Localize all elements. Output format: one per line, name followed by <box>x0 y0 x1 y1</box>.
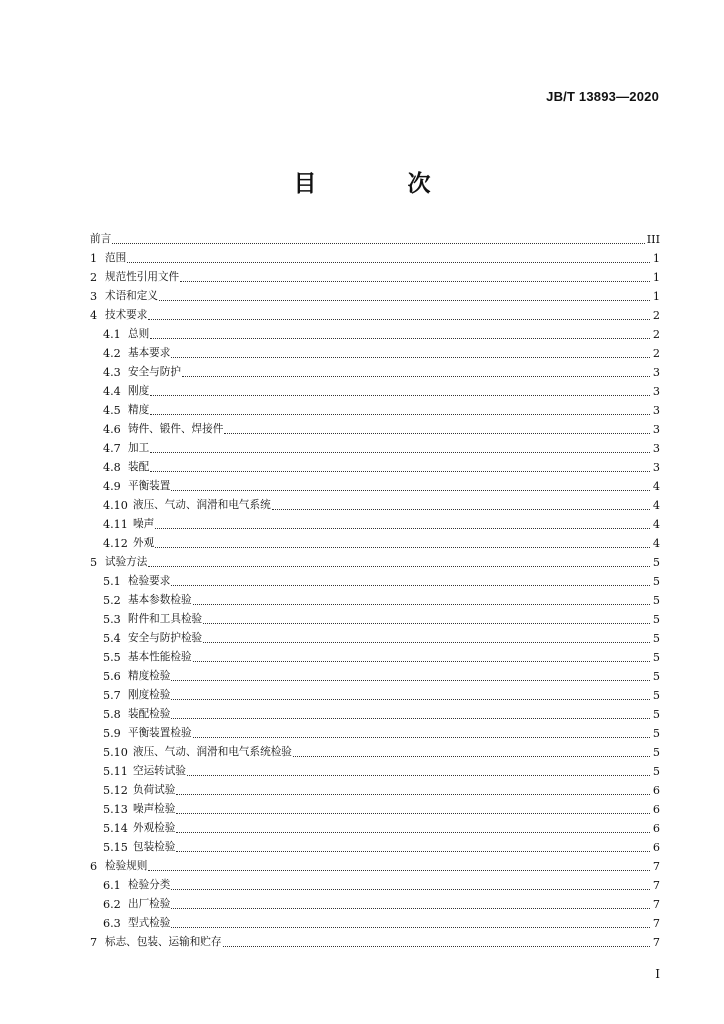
dot-leader <box>171 679 650 681</box>
dot-leader <box>171 489 650 491</box>
dot-leader <box>176 812 650 814</box>
toc-entry[interactable] <box>90 702 660 721</box>
toc-entry-page: 7 <box>652 879 660 892</box>
toc-entry-page: 1 <box>652 290 660 303</box>
dot-leader <box>150 413 650 415</box>
toc-entry-number: 5.12 <box>103 784 128 797</box>
toc-entry[interactable] <box>90 873 660 892</box>
toc-entry-number: 6.1 <box>103 879 121 892</box>
toc-entry-page: 7 <box>652 898 660 911</box>
toc-entry-label: 精度检验 <box>128 670 171 682</box>
toc-entry-label: 外观 <box>133 537 155 549</box>
toc-entry-label: 刚度 <box>128 385 150 397</box>
dot-leader <box>112 242 645 244</box>
toc-entry-number: 4.11 <box>103 518 128 531</box>
toc-entry-page: 5 <box>652 575 660 588</box>
toc-entry-number: 5.7 <box>103 689 121 702</box>
toc-entry-number: 6 <box>90 860 98 873</box>
toc-entry[interactable] <box>90 588 660 607</box>
toc-entry-label: 液压、气动、润滑和电气系统 <box>133 499 271 511</box>
toc-entry-label: 包装检验 <box>133 841 176 853</box>
toc-entry-number: 5 <box>90 556 98 569</box>
toc-entry-label: 噪声 <box>133 518 155 530</box>
toc-entry-page: 5 <box>652 556 660 569</box>
toc-entry-page: 5 <box>652 651 660 664</box>
toc-entry[interactable] <box>90 227 660 246</box>
toc-entry-label: 平衡装置 <box>128 480 171 492</box>
toc-entry-page: 3 <box>652 442 660 455</box>
toc-entry[interactable] <box>90 816 660 835</box>
dot-leader <box>203 641 650 643</box>
toc-entry-number: 6.2 <box>103 898 121 911</box>
toc-entry[interactable] <box>90 740 660 759</box>
toc-entry-label: 液压、气动、润滑和电气系统检验 <box>133 746 292 758</box>
page-number: I <box>655 967 660 981</box>
toc-entry-label: 安全与防护 <box>128 366 181 378</box>
toc-entry-page: 3 <box>652 404 660 417</box>
toc-entry[interactable] <box>90 892 660 911</box>
toc-entry-number: 4.10 <box>103 499 128 512</box>
dot-leader <box>193 660 650 662</box>
toc-entry-number: 5.2 <box>103 594 121 607</box>
toc-entry-label: 试验方法 <box>105 556 148 568</box>
toc-entry[interactable] <box>90 721 660 740</box>
dot-leader <box>148 869 650 871</box>
dot-leader <box>187 774 650 776</box>
dot-leader <box>150 394 650 396</box>
toc-entry-number: 5.9 <box>103 727 121 740</box>
toc-entry-number: 4.1 <box>103 328 121 341</box>
dot-leader <box>176 831 650 833</box>
dot-leader <box>155 546 650 548</box>
toc-entry[interactable] <box>90 246 660 265</box>
dot-leader <box>193 603 650 605</box>
dot-leader <box>171 907 650 909</box>
toc-entry-page: 2 <box>652 328 660 341</box>
toc-entry-label: 空运转试验 <box>133 765 186 777</box>
toc-entry-page: 2 <box>652 309 660 322</box>
toc-entry-label: 范围 <box>105 252 127 264</box>
dot-leader <box>171 356 650 358</box>
toc-entry[interactable] <box>90 436 660 455</box>
toc-entry-label: 装配检验 <box>128 708 171 720</box>
toc-entry-label: 基本要求 <box>128 347 171 359</box>
toc-entry-page: 4 <box>652 537 660 550</box>
toc-entry-label: 外观检验 <box>133 822 176 834</box>
toc-entry-label: 装配 <box>128 461 150 473</box>
toc-entry-label: 出厂检验 <box>128 898 171 910</box>
toc-entry-label: 技术要求 <box>105 309 148 321</box>
toc-entry-page: 2 <box>652 347 660 360</box>
toc-entry[interactable] <box>90 455 660 474</box>
dot-leader <box>171 926 650 928</box>
dot-leader <box>224 432 650 434</box>
toc-entry-number: 2 <box>90 271 98 284</box>
toc-entry-page: III <box>646 233 660 246</box>
toc-entry-number: 4.9 <box>103 480 121 493</box>
dot-leader <box>155 527 650 529</box>
toc-entry-label: 前言 <box>90 233 112 245</box>
toc-entry[interactable] <box>90 778 660 797</box>
toc-entry-page: 5 <box>652 727 660 740</box>
toc-entry-label: 检验分类 <box>128 879 171 891</box>
toc-entry-label: 型式检验 <box>128 917 171 929</box>
dot-leader <box>159 299 650 301</box>
toc-entry-number: 4 <box>90 309 98 322</box>
toc-entry-label: 基本性能检验 <box>128 651 192 663</box>
toc-entry-number: 5.1 <box>103 575 121 588</box>
toc-entry-number: 5.11 <box>103 765 128 778</box>
toc-entry-page: 7 <box>652 936 660 949</box>
toc-entry[interactable] <box>90 398 660 417</box>
toc-entry-label: 术语和定义 <box>105 290 158 302</box>
toc-entry-number: 4.3 <box>103 366 121 379</box>
toc-entry-page: 5 <box>652 689 660 702</box>
toc-entry[interactable] <box>90 569 660 588</box>
toc-entry[interactable] <box>90 626 660 645</box>
toc-entry-number: 5.14 <box>103 822 128 835</box>
toc-entry-number: 5.6 <box>103 670 121 683</box>
toc-entry[interactable] <box>90 417 660 436</box>
dot-leader <box>176 850 650 852</box>
toc-entry-page: 4 <box>652 480 660 493</box>
toc-entry-number: 7 <box>90 936 98 949</box>
toc-entry-page: 7 <box>652 860 660 873</box>
toc-entry-number: 5.13 <box>103 803 128 816</box>
toc-entry-page: 5 <box>652 765 660 778</box>
dot-leader <box>223 945 650 947</box>
toc-entry[interactable] <box>90 360 660 379</box>
toc-entry-label: 基本参数检验 <box>128 594 192 606</box>
toc-entry[interactable] <box>90 835 660 854</box>
dot-leader <box>193 736 650 738</box>
toc-entry-number: 5.4 <box>103 632 121 645</box>
toc-entry-number: 5.8 <box>103 708 121 721</box>
toc-entry[interactable] <box>90 474 660 493</box>
toc-entry-page: 5 <box>652 670 660 683</box>
dot-leader <box>150 470 650 472</box>
toc-entry-page: 3 <box>652 461 660 474</box>
toc-entry-label: 检验规则 <box>105 860 148 872</box>
toc-entry-page: 5 <box>652 613 660 626</box>
toc-entry-label: 总则 <box>128 328 150 340</box>
toc-entry[interactable] <box>90 645 660 664</box>
toc-entry-page: 3 <box>652 385 660 398</box>
toc-entry[interactable] <box>90 303 660 322</box>
toc-entry-number: 4.8 <box>103 461 121 474</box>
toc-entry-number: 4.4 <box>103 385 121 398</box>
toc-entry[interactable] <box>90 512 660 531</box>
toc-entry-page: 5 <box>652 708 660 721</box>
toc-entry[interactable] <box>90 322 660 341</box>
dot-leader <box>171 698 650 700</box>
toc-entry-number: 6.3 <box>103 917 121 930</box>
toc-entry-label: 加工 <box>128 442 150 454</box>
toc-entry-number: 5.10 <box>103 746 128 759</box>
dot-leader <box>176 793 650 795</box>
toc-entry-number: 4.7 <box>103 442 121 455</box>
toc-entry-page: 6 <box>652 803 660 816</box>
toc-entry-label: 刚度检验 <box>128 689 171 701</box>
dot-leader <box>127 261 650 263</box>
toc-entry[interactable] <box>90 854 660 873</box>
toc-entry[interactable] <box>90 550 660 569</box>
standard-code: JB/T 13893—2020 <box>546 89 659 104</box>
toc-entry-page: 5 <box>652 746 660 759</box>
toc-entry-number: 4.2 <box>103 347 121 360</box>
toc-entry-page: 1 <box>652 271 660 284</box>
toc-entry-label: 噪声检验 <box>133 803 176 815</box>
toc-entry-page: 6 <box>652 841 660 854</box>
toc-entry-number: 5.3 <box>103 613 121 626</box>
toc-entry-page: 5 <box>652 594 660 607</box>
toc-entry-page: 6 <box>652 822 660 835</box>
toc-entry[interactable] <box>90 797 660 816</box>
dot-leader <box>150 451 650 453</box>
toc-entry[interactable] <box>90 664 660 683</box>
dot-leader <box>182 375 650 377</box>
toc-entry-label: 铸件、锻件、焊接件 <box>128 423 224 435</box>
toc-entry-number: 5.5 <box>103 651 121 664</box>
toc-entry-page: 7 <box>652 917 660 930</box>
dot-leader <box>171 888 650 890</box>
table-of-contents <box>90 227 660 949</box>
toc-entry-number: 4.12 <box>103 537 128 550</box>
toc-entry-number: 4.6 <box>103 423 121 436</box>
toc-entry-label: 标志、包装、运输和贮存 <box>105 936 222 948</box>
dot-leader <box>272 508 650 510</box>
toc-entry[interactable] <box>90 607 660 626</box>
dot-leader <box>293 755 650 757</box>
dot-leader <box>171 584 650 586</box>
toc-entry-label: 精度 <box>128 404 150 416</box>
toc-entry[interactable] <box>90 265 660 284</box>
toc-entry[interactable] <box>90 341 660 360</box>
toc-entry[interactable] <box>90 284 660 303</box>
toc-entry-number: 4.5 <box>103 404 121 417</box>
toc-entry[interactable] <box>90 379 660 398</box>
toc-entry-number: 3 <box>90 290 98 303</box>
toc-entry[interactable] <box>90 531 660 550</box>
toc-entry[interactable] <box>90 683 660 702</box>
dot-leader <box>203 622 650 624</box>
dot-leader <box>148 565 650 567</box>
toc-entry-label: 规范性引用文件 <box>105 271 180 283</box>
toc-entry-page: 6 <box>652 784 660 797</box>
toc-entry[interactable] <box>90 493 660 512</box>
toc-entry-page: 4 <box>652 518 660 531</box>
toc-entry-number: 1 <box>90 252 98 265</box>
toc-entry-page: 3 <box>652 423 660 436</box>
toc-entry-page: 4 <box>652 499 660 512</box>
toc-entry-label: 负荷试验 <box>133 784 176 796</box>
dot-leader <box>171 717 650 719</box>
toc-entry-label: 附件和工具检验 <box>128 613 203 625</box>
toc-entry-number: 5.15 <box>103 841 128 854</box>
toc-entry[interactable] <box>90 759 660 778</box>
toc-entry-page: 5 <box>652 632 660 645</box>
toc-entry-page: 1 <box>652 252 660 265</box>
dot-leader <box>180 280 650 282</box>
toc-entry-label: 平衡装置检验 <box>128 727 192 739</box>
toc-entry-label: 安全与防护检验 <box>128 632 203 644</box>
toc-entry-page: 3 <box>652 366 660 379</box>
toc-entry[interactable] <box>90 930 660 949</box>
toc-entry-label: 检验要求 <box>128 575 171 587</box>
toc-entry[interactable] <box>90 911 660 930</box>
page-title: 目 次 <box>293 171 465 197</box>
dot-leader <box>150 337 650 339</box>
dot-leader <box>148 318 650 320</box>
